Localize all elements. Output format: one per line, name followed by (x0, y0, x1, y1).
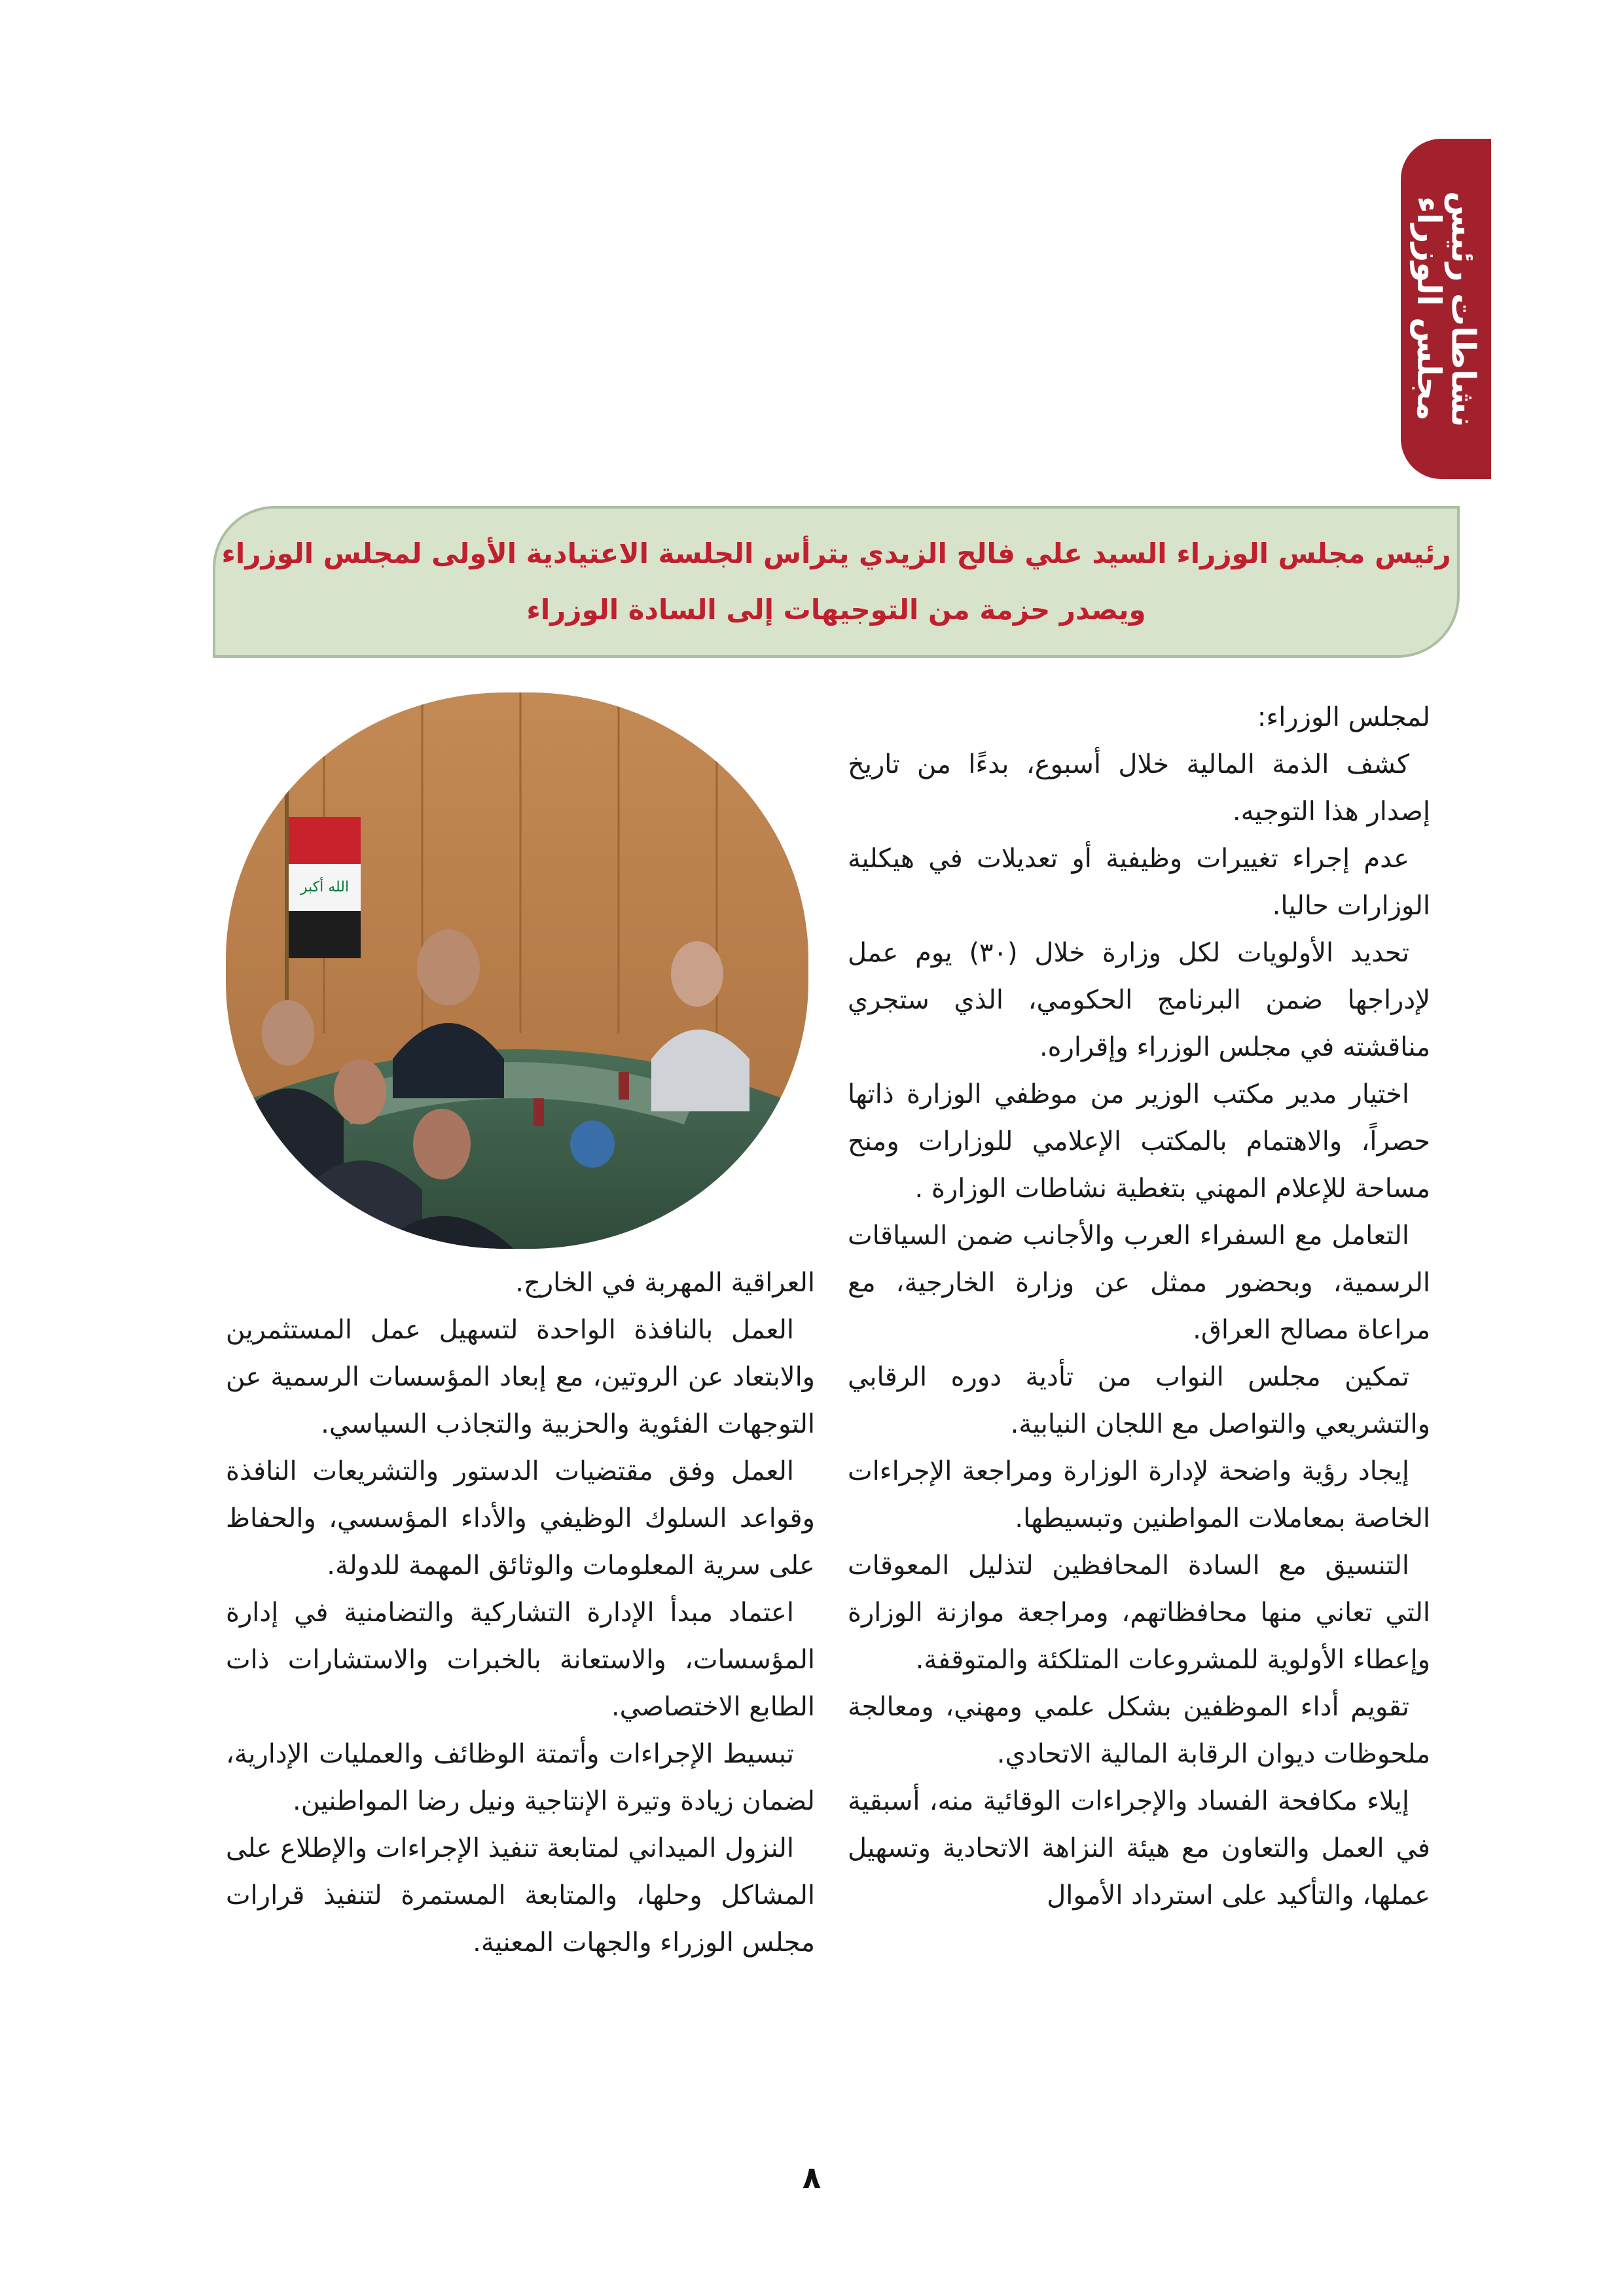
paragraph: العمل بالنافذة الواحدة لتسهيل عمل المستثمرين والابتعاد عن الروتين، مع إبعاد المؤسسات الرسمية عن التوجهات الفئوية والحزبية والتجاذب السياسي. (226, 1315, 815, 1439)
paragraph: إيجاد رؤية واضحة لإدارة الوزارة ومراجعة الإجراءات الخاصة بمعاملات المواطنين وتبسيطها. (848, 1456, 1430, 1534)
section-tab (1401, 139, 1491, 479)
paragraph: اختيار مدير مكتب الوزير من موظفي الوزارة ذاتها حصراً، والاهتمام بالمكتب الإعلامي للوزارات ومنح مساحة للإعلام المهني بتغطية نشاطات الوزارة . (848, 1079, 1430, 1204)
section-tab-label: نشاطات رئيس مجلس الوزراء (1410, 190, 1483, 427)
paragraph: تبسيط الإجراءات وأتمتة الوظائف والعمليات الإدارية، لضمان زيادة وتيرة الإنتاجية ونيل رضا المواطنين. (226, 1739, 815, 1816)
cabinet-meeting-photo (226, 692, 808, 1249)
paragraph: التنسيق مع السادة المحافظين لتذليل المعوقات التي تعاني منها محافظاتهم، ومراجعة موازنة الوزارة وإعطاء الأولوية للمشروعات المتلكئة والمتوقفة. (848, 1551, 1430, 1675)
headline-box (213, 506, 1460, 658)
paragraph: تحديد الأولويات لكل وزارة خلال (٣٠) يوم عمل لإدراجها ضمن البرنامج الحكومي، الذي ستجري مناقشته في مجلس الوزراء وإقراره. (848, 938, 1430, 1062)
paragraph: لمجلس الوزراء: (1257, 702, 1430, 732)
flag-inscription: الله أكبر (300, 879, 350, 895)
paragraph: العراقية المهربة في الخارج. (515, 1268, 815, 1298)
right-column (848, 694, 1430, 1919)
left-column (226, 1259, 815, 1966)
page-number: ٨ (802, 2160, 821, 2195)
paragraph: تمكين مجلس النواب من تأدية دوره الرقابي والتشريعي والتواصل مع اللجان النيابية. (848, 1362, 1430, 1439)
paragraph: عدم إجراء تغييرات وظيفية أو تعديلات في هيكلية الوزارات حاليا. (848, 844, 1430, 921)
headline-line-1: رئيس مجلس الوزراء السيد علي فالح الزيدي يترأس الجلسة الاعتيادية الأولى لمجلس الوزراء (221, 537, 1451, 569)
paragraph: النزول الميداني لمتابعة تنفيذ الإجراءات والإطلاع على المشاكل وحلها، والمتابعة المستمرة لتنفيذ قرارات مجلس الوزراء والجهات المعنية. (226, 1833, 815, 1958)
paragraph: اعتماد مبدأ الإدارة التشاركية والتضامنية في إدارة المؤسسات، والاستعانة بالخبرات والاستشارات ذات الطابع الاختصاصي. (226, 1598, 815, 1722)
headline-line-2: ويصدر حزمة من التوجيهات إلى السادة الوزراء (526, 594, 1146, 626)
paragraph: إيلاء مكافحة الفساد والإجراءات الوقائية منه، أسبقية في العمل والتعاون مع هيئة النزاهة الاتحادية وتسهيل عملها، والتأكيد على استرداد الأموال (848, 1786, 1430, 1910)
paragraph: العمل وفق مقتضيات الدستور والتشريعات النافذة وقواعد السلوك الوظيفي والأداء المؤسسي، والحفاظ على سرية المعلومات والوثائق المهمة للدولة. (226, 1456, 815, 1581)
paragraph: تقويم أداء الموظفين بشكل علمي ومهني، ومعالجة ملحوظات ديوان الرقابة المالية الاتحادي. (848, 1692, 1430, 1769)
paragraph: كشف الذمة المالية خلال أسبوع، بدءًا من تاريخ إصدار هذا التوجيه. (848, 749, 1430, 827)
paragraph: التعامل مع السفراء العرب والأجانب ضمن السياقات الرسمية، وبحضور ممثل عن وزارة الخارجية، مع مراعاة مصالح العراق. (848, 1221, 1430, 1345)
